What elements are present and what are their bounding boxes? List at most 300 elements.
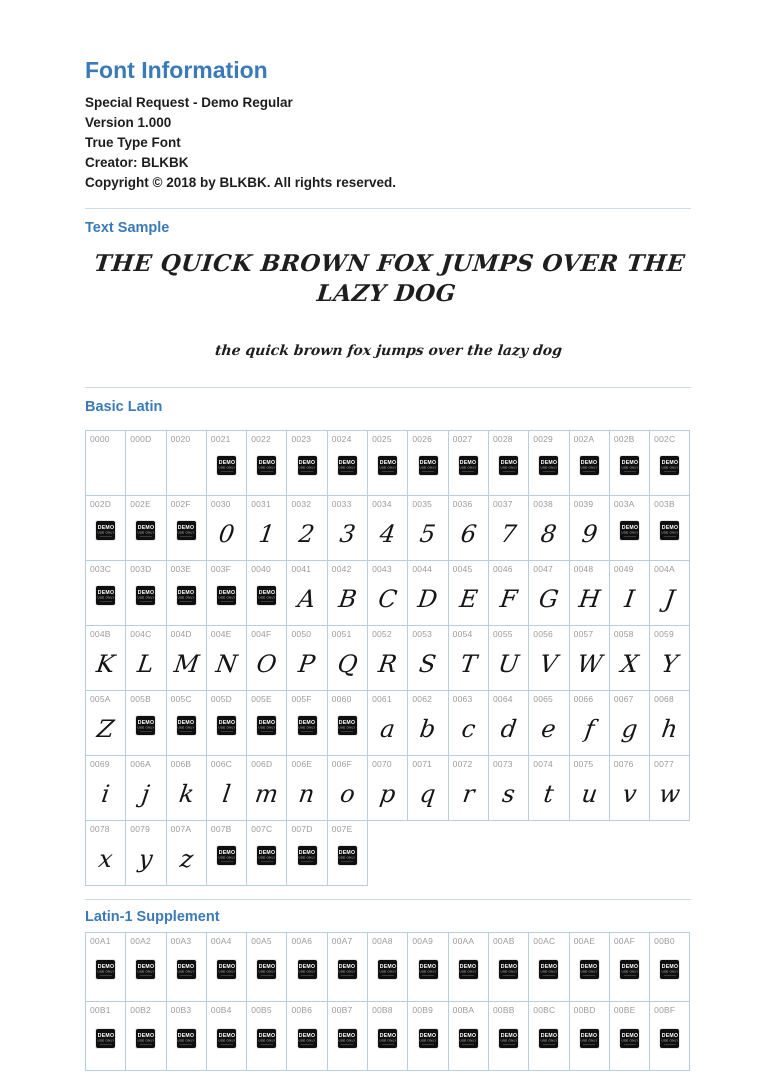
demo-restricted-icon [177,521,196,540]
codepoint-label: 004C [130,629,152,639]
codepoint-label: 0000 [90,434,110,444]
codepoint-label: 006C [210,759,233,769]
glyph-cell [246,560,287,626]
glyph-sample: W [574,650,604,678]
codepoint-label: 0030 [210,499,231,509]
glyph-cell [488,1001,529,1071]
glyph-sample: o [338,780,357,808]
demo-restricted-icon [136,521,155,540]
demo-icon-text: DEMO USE ONLY [338,849,356,859]
demo-icon-text: DEMO USE ONLY [459,963,477,973]
demo-restricted-icon [499,960,518,979]
glyph-cell [85,495,126,561]
glyph-cell [528,755,569,821]
codepoint-label: 007E [331,824,353,834]
glyph-sample: 9 [579,520,599,548]
codepoint-label: 0078 [90,824,110,834]
codepoint-label: 0040 [251,564,271,574]
glyph-cell [327,820,368,886]
glyph-sample: G [537,585,561,613]
glyph-sample: v [620,780,639,808]
codepoint-label: 0068 [654,694,674,704]
glyph-cell [367,690,408,756]
demo-icon-text: DEMO USE ONLY [217,459,236,469]
demo-restricted-icon [338,716,357,735]
demo-restricted-icon [257,1029,276,1048]
glyph-cell [206,690,247,756]
glyph-cell [448,430,489,496]
codepoint-label: 0075 [573,759,594,769]
demo-icon-text: DEMO USE ONLY [137,963,155,973]
glyph-cell [569,690,610,756]
glyph-cell [286,932,327,1002]
demo-icon-text: DEMO USE ONLY [540,963,558,973]
demo-icon-text: DEMO USE ONLY [298,849,316,859]
codepoint-label: 0047 [533,564,553,574]
codepoint-label: 00B7 [331,1005,353,1015]
demo-restricted-icon [338,846,357,865]
demo-restricted-icon [177,1029,196,1048]
demo-icon-text: DEMO USE ONLY [338,719,356,729]
demo-restricted-icon [257,586,276,605]
glyph-cell [488,755,529,821]
demo-icon-text: DEMO USE ONLY [177,719,195,729]
glyph-sample: x [96,845,115,873]
codepoint-label: 0027 [452,434,473,444]
codepoint-label: 00BA [452,1005,475,1015]
glyph-sample: O [255,650,279,678]
codepoint-label: 003B [654,499,675,509]
demo-icon-text: DEMO USE ONLY [258,963,276,973]
glyph-cell [609,1001,650,1071]
demo-icon-text: DEMO USE ONLY [217,589,236,599]
glyph-cell [448,560,489,626]
glyph-sample: u [579,780,599,808]
glyph-cell [367,430,408,496]
font-type: True Type Font [85,135,181,150]
codepoint-label: 00B3 [170,1005,192,1015]
codepoint-label: 0023 [291,434,312,444]
demo-icon-text: DEMO USE ONLY [379,459,397,469]
glyph-sample: y [137,845,155,873]
glyph-cell [407,495,448,561]
codepoint-label: 00B8 [372,1005,393,1015]
glyph-cell [609,755,650,821]
demo-restricted-icon [177,716,196,735]
codepoint-label: 00B5 [251,1005,272,1015]
page-title: Font Information [85,57,268,83]
demo-icon-text: DEMO USE ONLY [97,589,115,599]
demo-restricted-icon [136,1029,155,1048]
glyph-cell [448,1001,489,1071]
glyph-sample: c [459,715,478,743]
codepoint-label: 005A [90,694,111,704]
codepoint-label: 0077 [654,759,674,769]
glyph-row [85,755,690,821]
glyph-cell [85,430,126,496]
glyph-cell [125,755,166,821]
demo-icon-text: DEMO USE ONLY [137,719,155,729]
demo-restricted-icon [580,960,599,979]
codepoint-label: 007C [251,824,273,834]
sample-uppercase: THE QUICK BROWN FOX JUMPS OVER THE LAZY DOG [92,250,687,307]
codepoint-label: 0072 [452,759,473,769]
glyph-sample: 2 [297,520,317,548]
demo-restricted-icon [338,960,357,979]
codepoint-label: 0058 [613,629,634,639]
demo-restricted-icon [298,1029,317,1048]
codepoint-label: 005D [210,694,233,704]
codepoint-label: 0039 [573,499,594,509]
demo-restricted-icon [378,456,397,475]
glyph-cell [528,495,569,561]
demo-restricted-icon [298,960,317,979]
codepoint-label: 00A9 [412,936,434,946]
glyph-sample: h [660,715,680,743]
codepoint-label: 0076 [613,759,634,769]
codepoint-label: 007D [291,824,313,834]
codepoint-label: 00BC [533,1005,556,1015]
glyph-cell [125,430,166,496]
glyph-cell [649,625,690,691]
codepoint-label: 0050 [291,629,312,639]
codepoint-label: 0056 [533,629,553,639]
latin1-supplement-grid [85,932,691,1071]
codepoint-label: 002E [130,499,151,509]
glyph-cell [448,932,489,1002]
codepoint-label: 00BF [654,1005,676,1015]
glyph-sample: j [140,780,152,808]
codepoint-label: 00A1 [90,936,111,946]
codepoint-label: 0079 [130,824,151,834]
glyph-sample: k [177,780,196,808]
glyph-sample: S [417,650,439,678]
glyph-sample: 5 [418,520,438,548]
glyph-cell [125,820,166,886]
demo-restricted-icon [539,1029,558,1048]
codepoint-label: 00A3 [170,936,192,946]
glyph-sample: b [418,715,438,743]
codepoint-label: 00A6 [291,936,313,946]
codepoint-label: 00AA [452,936,475,946]
codepoint-label: 0041 [291,564,312,574]
codepoint-label: 0067 [613,694,634,704]
codepoint-label: 0026 [412,434,433,444]
glyph-cell [327,625,368,691]
demo-icon-text: DEMO USE ONLY [338,1032,356,1042]
glyph-cell [528,690,569,756]
demo-icon-text: DEMO USE ONLY [419,1032,437,1042]
glyph-cell [246,430,287,496]
demo-icon-text: DEMO USE ONLY [258,589,276,599]
demo-restricted-icon [660,456,679,475]
glyph-cell [367,932,408,1002]
glyph-cell [327,755,368,821]
demo-icon-text: DEMO USE ONLY [217,963,236,973]
glyph-cell [286,820,327,886]
codepoint-label: 0064 [492,694,513,704]
codepoint-label: 003A [613,499,635,509]
codepoint-label: 00B2 [130,1005,151,1015]
demo-icon-text: DEMO USE ONLY [298,459,316,469]
glyph-sample: e [539,715,558,743]
glyph-cell [448,690,489,756]
font-copyright: Copyright © 2018 by BLKBK. All rights reserved. [85,175,397,190]
demo-restricted-icon [257,846,276,865]
codepoint-label: 002B [613,434,635,444]
glyph-cell [488,560,529,626]
glyph-cell [327,560,368,626]
glyph-cell [327,690,368,756]
glyph-cell [569,932,610,1002]
codepoint-label: 0069 [90,759,110,769]
demo-icon-text: DEMO USE ONLY [217,1032,236,1042]
glyph-sample: l [220,780,233,808]
codepoint-label: 0049 [613,564,634,574]
demo-icon-text: DEMO USE ONLY [580,963,598,973]
demo-icon-text: DEMO USE ONLY [459,459,477,469]
glyph-cell [569,430,610,496]
demo-icon-text: DEMO USE ONLY [500,459,518,469]
codepoint-label: 0036 [452,499,473,509]
glyph-cell [125,690,166,756]
glyph-cell [528,932,569,1002]
glyph-cell [246,755,287,821]
glyph-cell [166,495,207,561]
glyph-cell [327,495,368,561]
glyph-cell [488,625,529,691]
codepoint-label: 002A [573,434,595,444]
glyph-sample: a [378,715,397,743]
glyph-cell [206,755,247,821]
glyph-cell [407,1001,448,1071]
glyph-sample: i [99,780,112,808]
codepoint-label: 002D [90,499,112,509]
codepoint-label: 00B0 [654,936,675,946]
demo-restricted-icon [96,960,115,979]
glyph-cell [367,755,408,821]
glyph-cell [448,495,489,561]
codepoint-label: 003E [170,564,192,574]
glyph-cell [569,560,610,626]
glyph-cell [528,560,569,626]
glyph-sample: T [458,650,479,678]
glyph-sample: 8 [539,520,559,548]
codepoint-label: 005F [291,694,312,704]
codepoint-label: 00BE [613,1005,636,1015]
codepoint-label: 004B [90,629,111,639]
codepoint-label: 003C [90,564,112,574]
codepoint-label: 00B4 [210,1005,232,1015]
codepoint-label: 0034 [372,499,392,509]
demo-restricted-icon [660,1029,679,1048]
glyph-cell [85,560,126,626]
glyph-cell [166,560,207,626]
codepoint-label: 0063 [452,694,473,704]
demo-icon-text: DEMO USE ONLY [459,1032,477,1042]
glyph-sample: 1 [257,520,277,548]
codepoint-label: 000D [130,434,152,444]
demo-restricted-icon [620,1029,639,1048]
glyph-sample: 0 [216,520,237,548]
demo-icon-text: DEMO USE ONLY [379,1032,397,1042]
demo-restricted-icon [419,1029,438,1048]
glyph-cell [609,625,650,691]
demo-icon-text: DEMO USE ONLY [338,963,356,973]
codepoint-label: 0020 [170,434,191,444]
demo-icon-text: DEMO USE ONLY [258,459,276,469]
demo-restricted-icon [499,456,518,475]
glyph-cell [166,690,207,756]
glyph-cell [286,560,327,626]
demo-restricted-icon [298,846,317,865]
demo-restricted-icon [298,456,317,475]
codepoint-label: 0071 [412,759,433,769]
glyph-cell [125,560,166,626]
demo-restricted-icon [620,456,639,475]
glyph-cell [125,1001,166,1071]
codepoint-label: 0032 [291,499,312,509]
demo-restricted-icon [378,1029,397,1048]
glyph-sample: I [622,585,637,613]
codepoint-label: 00A2 [130,936,151,946]
glyph-sample: s [500,780,517,808]
glyph-sample: q [418,780,438,808]
glyph-cell [206,1001,247,1071]
demo-restricted-icon [338,1029,357,1048]
section-divider [85,387,691,388]
demo-restricted-icon [660,521,679,540]
glyph-cell [85,820,126,886]
glyph-sample: L [136,650,156,678]
glyph-sample: R [376,650,399,678]
glyph-cell [569,1001,610,1071]
glyph-cell [488,430,529,496]
codepoint-label: 004D [170,629,192,639]
codepoint-label: 0042 [331,564,352,574]
codepoint-label: 0043 [372,564,392,574]
demo-restricted-icon [96,586,115,605]
glyph-sample: 3 [337,520,358,548]
demo-restricted-icon [217,456,236,475]
glyph-cell [649,495,690,561]
glyph-cell [246,690,287,756]
codepoint-label: 00AC [533,936,556,946]
glyph-cell [649,690,690,756]
glyph-cell [407,625,448,691]
codepoint-label: 006A [130,759,151,769]
demo-restricted-icon [580,456,599,475]
demo-icon-text: DEMO USE ONLY [298,719,316,729]
codepoint-label: 00AF [613,936,635,946]
glyph-sample: d [498,715,519,743]
demo-icon-text: DEMO USE ONLY [338,459,356,469]
demo-icon-text: DEMO USE ONLY [419,459,437,469]
codepoint-label: 0029 [533,434,553,444]
demo-restricted-icon [459,1029,478,1048]
codepoint-label: 0060 [331,694,352,704]
codepoint-label: 0053 [412,629,433,639]
codepoint-label: 002C [654,434,676,444]
demo-restricted-icon [419,456,438,475]
glyph-cell [85,1001,126,1071]
glyph-sample: z [177,845,195,873]
demo-restricted-icon [217,716,236,735]
codepoint-label: 0046 [492,564,513,574]
codepoint-label: 0044 [412,564,433,574]
glyph-cell [206,430,247,496]
section-divider [85,899,691,900]
demo-icon-text: DEMO USE ONLY [137,524,155,534]
glyph-cell [488,495,529,561]
glyph-cell [286,1001,327,1071]
demo-restricted-icon [217,846,236,865]
glyph-cell [327,430,368,496]
demo-icon-text: DEMO USE ONLY [217,719,236,729]
codepoint-label: 0061 [372,694,392,704]
glyph-sample: m [253,780,281,808]
demo-icon-text: DEMO USE ONLY [137,1032,155,1042]
demo-icon-text: DEMO USE ONLY [298,1032,316,1042]
glyph-sample: Y [659,650,680,678]
demo-restricted-icon [177,586,196,605]
demo-restricted-icon [257,960,276,979]
glyph-cell [327,932,368,1002]
codepoint-label: 004A [654,564,675,574]
glyph-cell [569,755,610,821]
glyph-sample: p [378,780,398,808]
glyph-cell [367,1001,408,1071]
glyph-cell [407,932,448,1002]
demo-icon-text: DEMO USE ONLY [258,1032,276,1042]
glyph-row [85,1001,690,1071]
glyph-cell [125,625,166,691]
glyph-cell [85,690,126,756]
codepoint-label: 0038 [533,499,553,509]
demo-restricted-icon [419,960,438,979]
glyph-sample: D [416,585,440,613]
glyph-sample: t [542,780,556,808]
glyph-cell [609,690,650,756]
glyph-cell [407,430,448,496]
glyph-cell [125,495,166,561]
codepoint-label: 0024 [331,434,352,444]
codepoint-label: 007A [170,824,192,834]
demo-icon-text: DEMO USE ONLY [379,963,397,973]
glyph-cell [448,625,489,691]
demo-icon-text: DEMO USE ONLY [620,459,639,469]
demo-icon-text: DEMO USE ONLY [137,589,155,599]
glyph-cell [609,430,650,496]
glyph-cell [569,495,610,561]
codepoint-label: 0070 [372,759,392,769]
glyph-cell [327,1001,368,1071]
glyph-sample: 4 [378,520,398,548]
demo-icon-text: DEMO USE ONLY [661,963,679,973]
codepoint-label: 00AE [573,936,596,946]
glyph-cell [609,560,650,626]
glyph-cell [246,495,287,561]
glyph-cell [206,932,247,1002]
glyph-sample: X [618,650,641,678]
glyph-cell [85,625,126,691]
glyph-cell [286,430,327,496]
glyph-cell [367,495,408,561]
demo-restricted-icon [620,960,639,979]
font-version: Version 1.000 [85,115,172,130]
glyph-cell [125,932,166,1002]
glyph-sample: K [94,650,117,678]
